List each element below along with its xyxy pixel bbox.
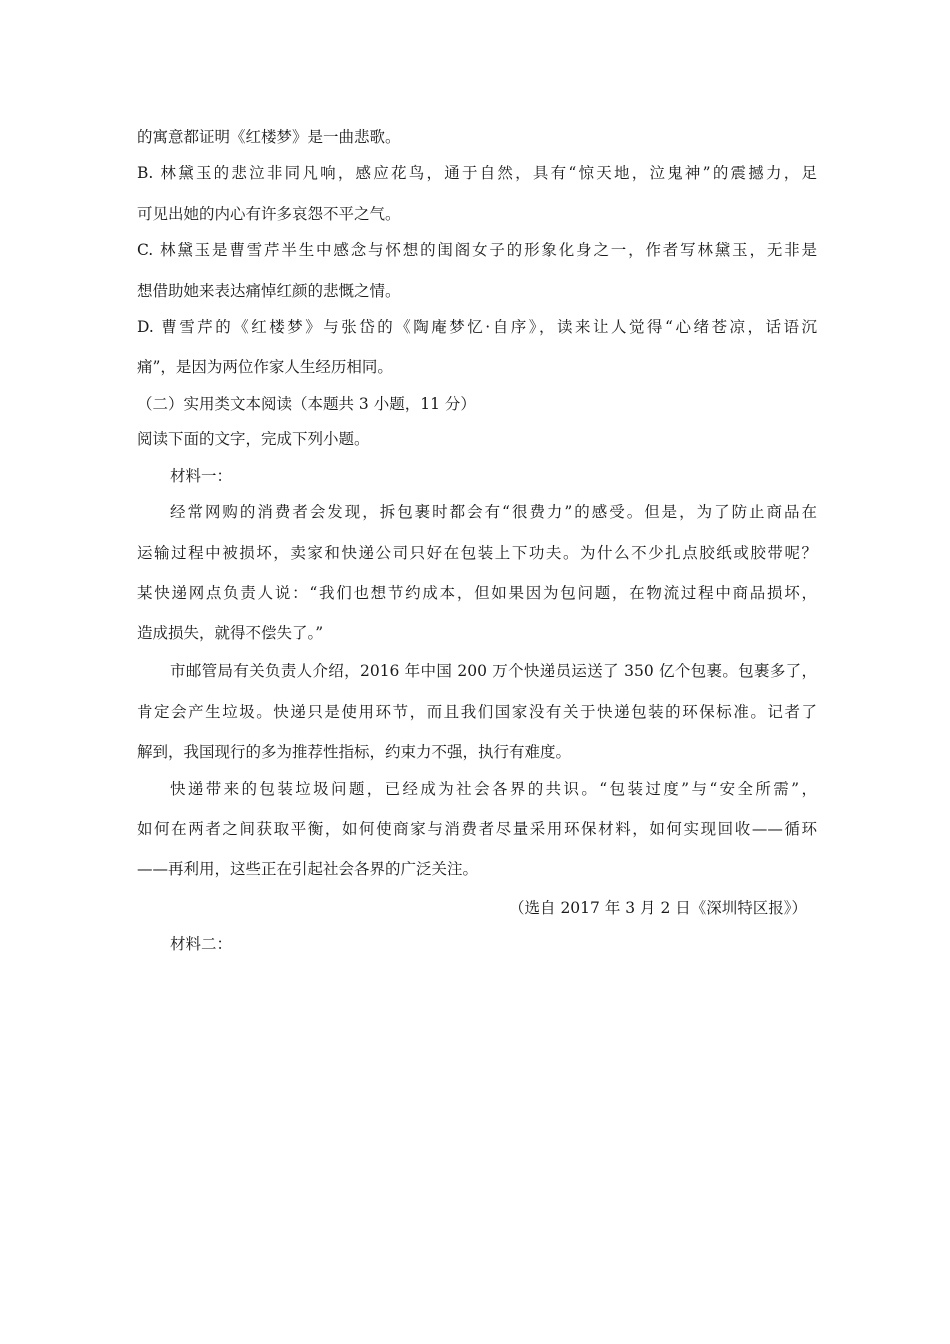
paragraph-line: 某快递网点负责人说：“我们也想节约成本，但如果因为包问题，在物流过程中商品损坏， xyxy=(137,584,817,602)
instruction-line: 阅读下面的文字，完成下列小题。 xyxy=(137,430,370,448)
text-line: 的寓意都证明《红楼梦》是一曲悲歌。 xyxy=(137,128,401,146)
material-one-label: 材料一： xyxy=(170,467,233,485)
section-heading: （二）实用类文本阅读（本题共 3 小题，11 分） xyxy=(137,395,476,413)
option-d-line: D. 曹雪芹的《红楼梦》与张岱的《陶庵梦忆·自序》，读来让人觉得“心绪苍凉，话语沉 xyxy=(137,318,817,336)
paragraph-line: 如何在两者之间获取平衡，如何使商家与消费者尽量采用环保材料，如何实现回收——循环 xyxy=(137,820,817,838)
paragraph-line: 解到，我国现行的多为推荐性指标，约束力不强，执行有难度。 xyxy=(137,743,572,761)
option-c-line: C. 林黛玉是曹雪芹半生中感念与怀想的闺阁女子的形象化身之一，作者写林黛玉，无非是 xyxy=(137,241,817,259)
source-citation: （选自 2017 年 3 月 2 日《深圳特区报》） xyxy=(509,899,807,917)
paragraph-line: ——再利用，这些正在引起社会各界的广泛关注。 xyxy=(137,860,479,878)
material-two-label: 材料二： xyxy=(170,935,233,953)
paragraph-line: 快递带来的包装垃圾问题，已经成为社会各界的共识。“包装过度”与“安全所需”， xyxy=(170,780,817,798)
paragraph-line: 市邮管局有关负责人介绍，2016 年中国 200 万个快递员运送了 350 亿个包裹。包裹多了， xyxy=(170,662,817,680)
paragraph-line: 造成损失，就得不偿失了。” xyxy=(137,624,324,642)
option-b-line: B. 林黛玉的悲泣非同凡响，感应花鸟，通于自然，具有“惊天地，泣鬼神”的震撼力，足 xyxy=(137,164,817,182)
text-line: 痛”，是因为两位作家人生经历相同。 xyxy=(137,358,393,376)
text-line: 想借助她来表达痛悼红颜的悲慨之情。 xyxy=(137,282,401,300)
text-line: 可见出她的内心有许多哀怨不平之气。 xyxy=(137,205,401,223)
paragraph-line: 经常网购的消费者会发现，拆包裹时都会有“很费力”的感受。但是，为了防止商品在 xyxy=(170,503,817,521)
paragraph-line: 肯定会产生垃圾。快递只是使用环节，而且我们国家没有关于快递包装的环保标准。记者了 xyxy=(137,703,817,721)
paragraph-line: 运输过程中被损坏，卖家和快递公司只好在包装上下功夫。为什么不少扎点胶纸或胶带呢？ xyxy=(137,544,817,562)
